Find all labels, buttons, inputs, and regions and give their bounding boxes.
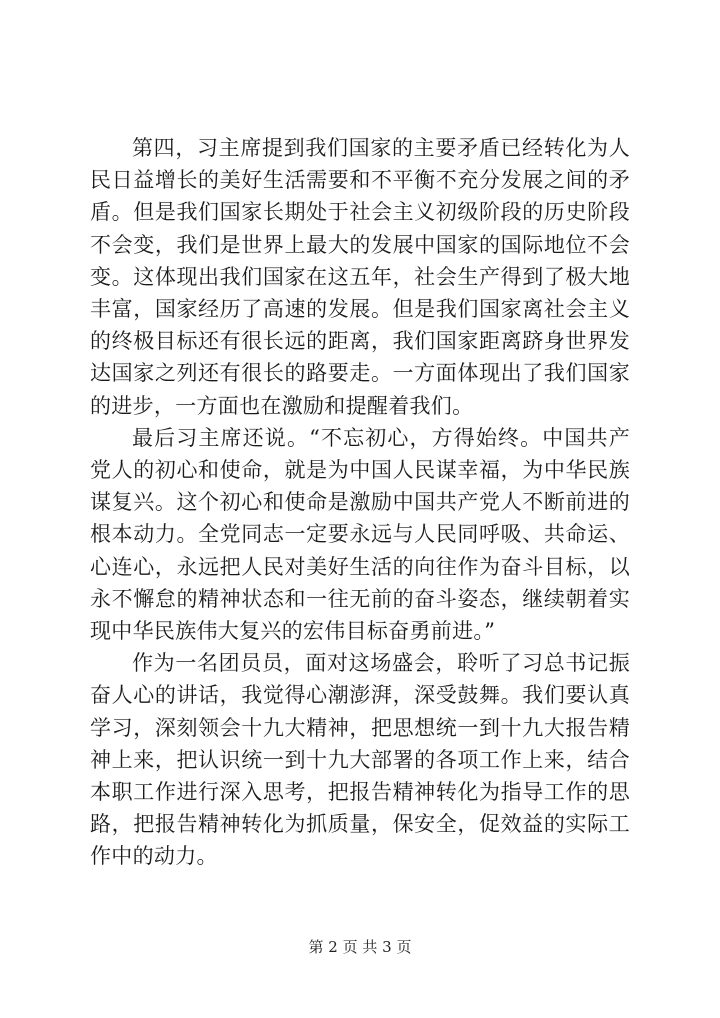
- paragraph-point-four: 第四，习主席提到我们国家的主要矛盾已经转化为人民日益增长的美好生活需要和不平衡不充分发展之间的矛盾。但是我们国家长期处于社会主义初级阶段的历史阶段不会变，我们是世界上最大的发展中国家的国际地位不会变。这体现出我们国家在这五年，社会生产得到了极大地丰富，国家经历了高速的发展。但是我们国家离社会主义的终极目标还有很长远的距离，我们国家距离跻身世界发达国家之列还有很长的路要走。一方面体现出了我们国家的进步，一方面也在激励和提醒着我们。: [90, 136, 630, 418]
- paragraph-reflection: 作为一名团员员，面对这场盛会，聆听了习总书记振奋人心的讲话，我觉得心潮澎湃，深受鼓舞。我们要认真学习，深刻领会十九大精神，把思想统一到十九大报告精神上来，把认识统一到十九大部署的各项工作上来，结合本职工作进行深入思考，把报告精神转化为指导工作的思路，把报告精神转化为抓质量，保安全，促效益的实际工作中的动力。: [90, 651, 630, 869]
- page-number-footer: 第 2 页 共 3 页: [308, 938, 412, 956]
- paragraph-quote: 最后习主席还说。“不忘初心，方得始终。中国共产党人的初心和使命，就是为中国人民谋幸福，为中华民族谋复兴。这个初心和使命是激励中国共产党人不断前进的根本动力。全党同志一定要永远与人民同呼吸、共命运、心连心，永远把人民对美好生活的向往作为奋斗目标，以永不懈怠的精神状态和一往无前的奋斗姿态，继续朝着实现中华民族伟大复兴的宏伟目标奋勇前进。”: [90, 425, 630, 644]
- document-body: [90, 132, 630, 873]
